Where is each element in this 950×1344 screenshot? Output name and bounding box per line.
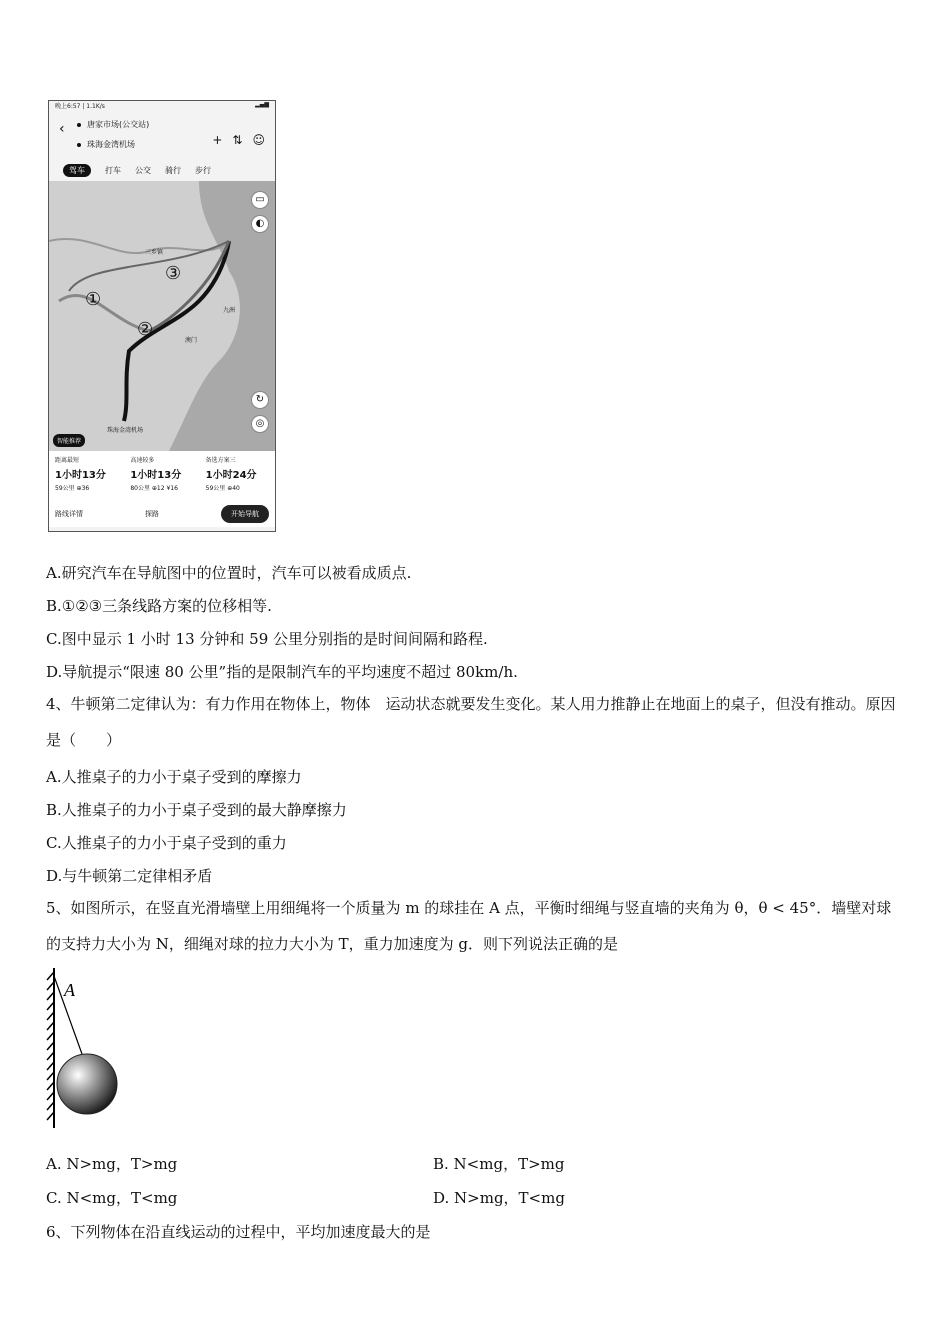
destination-row	[77, 139, 135, 150]
nav-footer	[49, 501, 275, 527]
route-plans	[49, 451, 275, 501]
refresh-icon[interactable]: ↻	[251, 391, 269, 409]
plan-time: 1小时24分	[205, 470, 257, 481]
destination-label: 珠海金湾机场	[87, 140, 135, 149]
q5-stem: 5、如图所示，在竖直光滑墙壁上用细绳将一个质量为 m 的球挂在 A 点，平衡时细绳与竖直墙的夹角为 θ，θ < 45°．墙壁对球的支持力大小为 N，细绳对球的拉力大小为 T，重力加速度为 g．则下列说法正确的是	[46, 899, 892, 953]
locate-icon[interactable]: ◎	[251, 415, 269, 433]
q4-option-d: D.与牛顿第二定律相矛盾	[46, 867, 213, 885]
q5-option-b: B. N<mg，T>mg	[433, 1155, 565, 1173]
start-navigation-button[interactable]: 开始导航	[221, 505, 269, 523]
q3-option-c: C.图中显示 1 小时 13 分钟和 59 公里分别指的是时间间隔和路程.	[46, 630, 488, 648]
tab-bus[interactable]: 公交	[135, 165, 151, 175]
plan-time: 1小时13分	[55, 470, 106, 481]
route-actions	[212, 133, 265, 147]
q4-option-a: A.人推桌子的力小于桌子受到的摩擦力	[46, 768, 302, 786]
plan-tag: 备选方案三	[205, 457, 236, 464]
q4-option-c: C.人推桌子的力小于桌子受到的重力	[46, 834, 287, 852]
smart-recommend-badge[interactable]: 智能推荐	[53, 434, 85, 447]
q5-option-c: C. N<mg，T<mg	[46, 1189, 178, 1207]
map-label-macau: 澳门	[185, 337, 198, 344]
route-map[interactable]	[49, 181, 275, 451]
plan-tag: 高速较多	[130, 457, 155, 464]
navigation-screenshot	[48, 100, 276, 532]
origin-label: 唐家市场(公交站)	[87, 120, 150, 129]
map-label-jiuzhou: 九洲	[223, 307, 236, 314]
map-label-airport: 珠海金湾机场	[107, 427, 144, 434]
route-details-link[interactable]: 路线详情	[55, 510, 83, 518]
explore-link[interactable]: 探路	[145, 510, 159, 518]
plan-option-1[interactable]	[49, 451, 124, 501]
q3-option-a: A.研究汽车在导航图中的位置时，汽车可以被看成质点.	[46, 564, 412, 582]
status-bar	[49, 101, 275, 111]
assistant-icon[interactable]: ☺	[252, 133, 265, 147]
q3-option-d: D.导航提示“限速 80 公里”指的是限制汽车的平均速度不超过 80km/h.	[46, 663, 518, 681]
plan-option-2[interactable]	[124, 451, 199, 501]
tab-taxi[interactable]: 打车	[105, 165, 121, 175]
wall-ball-figure	[44, 966, 144, 1134]
route-header	[49, 111, 275, 159]
swap-icon[interactable]: ⇅	[232, 133, 243, 147]
map-label-sanxiang: 三乡镇	[145, 249, 164, 256]
plan-info: 59公里 ⊕36	[55, 485, 90, 492]
status-text: 晚上6:57 | 1.1K/s	[55, 103, 105, 110]
compass-icon[interactable]: ◐	[251, 215, 269, 233]
q4-option-b: B.人推桌子的力小于桌子受到的最大静摩擦力	[46, 801, 347, 819]
tab-drive[interactable]: 驾车	[63, 164, 91, 177]
point-a-label: A	[64, 980, 75, 1000]
q5-option-d: D. N>mg，T<mg	[433, 1189, 565, 1207]
destination-dot-icon	[77, 143, 81, 147]
plan-info: 59公里 ⊕40	[205, 485, 240, 492]
mode-tabs	[49, 159, 275, 181]
route-marker-3[interactable]: ③	[165, 263, 182, 284]
tab-walk[interactable]: 步行	[195, 165, 211, 175]
signal-icon: ▂▄▆	[255, 101, 269, 108]
plan-option-3[interactable]	[200, 451, 275, 501]
q6-stem: 6、下列物体在沿直线运动的过程中，平均加速度最大的是	[46, 1223, 431, 1241]
plan-tag: 距离最短	[55, 457, 80, 464]
layers-icon[interactable]: ▭	[251, 191, 269, 209]
plan-time: 1小时13分	[130, 470, 182, 481]
route-marker-2[interactable]: ②	[137, 319, 154, 340]
q5-option-a: A. N>mg，T>mg	[46, 1155, 178, 1173]
add-stop-icon[interactable]: +	[212, 133, 223, 147]
origin-dot-icon	[77, 123, 81, 127]
tab-bike[interactable]: 骑行	[165, 165, 181, 175]
q3-option-b: B.①②③三条线路方案的位移相等.	[46, 597, 272, 615]
route-marker-1[interactable]: ①	[85, 289, 102, 310]
plan-info: 80公里 ⊕12 ¥16	[130, 485, 178, 492]
q4-stem: 4、牛顿第二定律认为：有力作用在物体上，物体 运动状态就要发生变化。某人用力推静止在地面上的桌子，但没有推动。原因是（ ）	[46, 695, 896, 749]
back-icon[interactable]: ‹	[59, 121, 65, 137]
origin-row	[77, 119, 149, 130]
